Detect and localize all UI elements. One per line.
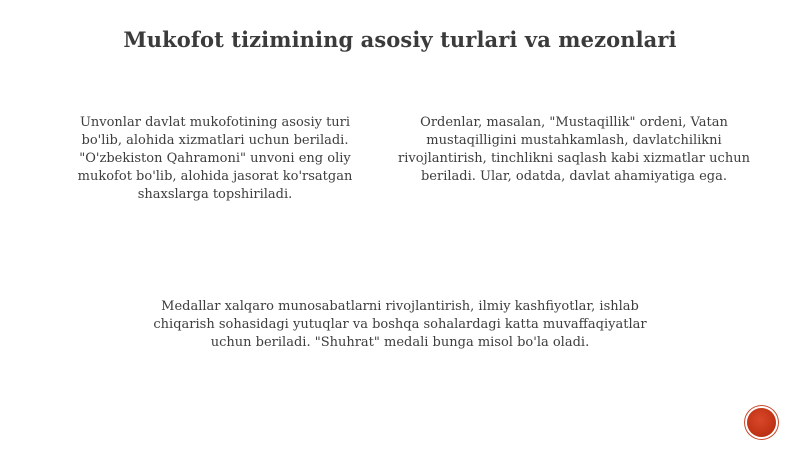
next-slide-button[interactable]	[747, 408, 776, 437]
slide-title: Mukofot tizimining asosiy turlari va mezonlari	[123, 27, 677, 52]
paragraph-medals: Medallar xalqaro munosabatlarni rivojlantirish, ilmiy kashfiyotlar, ishlab chiqarish sohasidagi yutuqlar va boshqa sohalardagi katta muvaffaqiyatlar uchun beriladi. "Shuhrat" medali bunga misol bo'la oladi.	[153, 299, 647, 350]
paragraph-orders: Ordenlar, masalan, "Mustaqillik" ordeni, Vatan mustaqilligini mustahkamlash, davlatchilikni rivojlantirish, tinchlikni saqlash kabi xizmatlar uchun beriladi. Ular, odatda, davlat ahamiyatiga ega.	[398, 115, 750, 184]
paragraph-titles: Unvonlar davlat mukofotining asosiy turi bo'lib, alohida xizmatlari uchun beriladi. "O'zbekiston Qahramoni" unvoni eng oliy mukofot bo'lib, alohida jasorat ko'rsatgan shaxslarga topshiriladi.	[77, 115, 353, 202]
